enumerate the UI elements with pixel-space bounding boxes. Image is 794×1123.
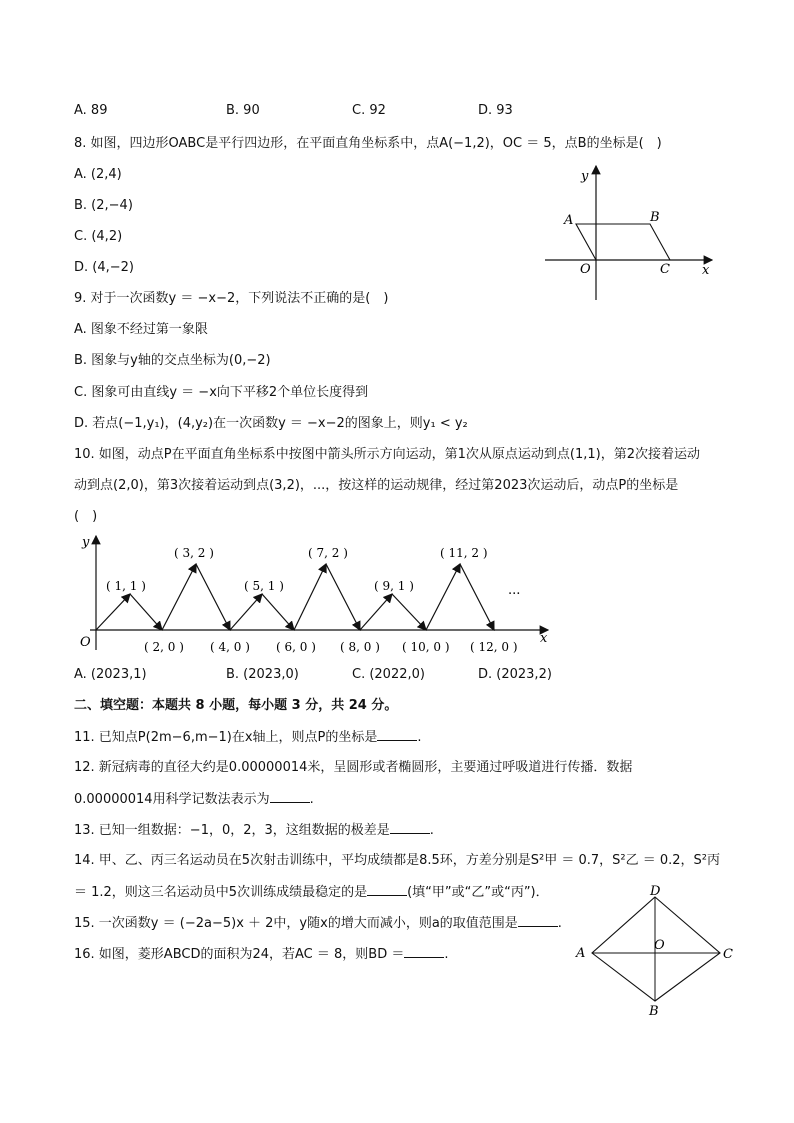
q10-zigzag-figure <box>70 530 560 660</box>
q8-label-y: y <box>581 169 589 184</box>
q10-bottom-label-5: ( 10, 0 ) <box>402 640 450 654</box>
q15-text: 15. 一次函数y ＝ (−2a−5)x ＋ 2中，y随x的增大而减小，则a的取值范围是 <box>74 916 518 931</box>
q8-label-a: A <box>564 213 574 228</box>
q15-end: . <box>557 916 562 931</box>
section-2-title: 二、填空题：本题共 8 小题，每小题 3 分，共 24 分。 <box>74 698 398 713</box>
q10-ellipsis: ... <box>508 583 521 598</box>
q7-option-c: C. 92 <box>352 103 386 118</box>
q10-move-arrow <box>392 594 426 630</box>
q10-top-label-5: ( 9, 1 ) <box>374 579 414 593</box>
q10-bottom-label-3: ( 6, 0 ) <box>276 640 316 654</box>
q16-label-b: B <box>649 1004 659 1019</box>
q16-label-d: D <box>650 885 661 899</box>
q15 <box>74 914 562 933</box>
q16 <box>74 945 449 964</box>
q10-option-c: C. (2022,0) <box>352 667 425 682</box>
q8-label-x: x <box>702 263 710 278</box>
q12-text: 0.00000014用科学记数法表示为 <box>74 792 270 807</box>
q10-label-origin: O <box>80 635 91 650</box>
q10-top-label-2: ( 3, 2 ) <box>174 546 214 560</box>
q10-move-arrow <box>294 564 326 630</box>
q8-stem: 8. 如图，四边形OABC是平行四边形，在平面直角坐标系中，点A(−1,2)，OC ＝ 5，点B的坐标是( ) <box>74 136 662 151</box>
q10-move-arrow <box>262 594 294 630</box>
q8-label-b: B <box>650 210 660 225</box>
q14-hint: (填“甲”或“乙”或“丙”)． <box>407 885 549 900</box>
q10-move-arrow <box>460 564 494 630</box>
q7-option-a: A. 89 <box>74 103 108 118</box>
q10-bottom-label-2: ( 4, 0 ) <box>210 640 250 654</box>
q10-move-arrow <box>326 564 360 630</box>
q10-move-arrow <box>162 564 196 630</box>
q10-move-arrow <box>360 594 392 630</box>
q9-option-b: B. 图象与y轴的交点坐标为(0,−2) <box>74 353 271 368</box>
q14-line1: 14. 甲、乙、丙三名运动员在5次射击训练中，平均成绩都是8.5环，方差分别是S²甲 ＝ 0.7，S²乙 ＝ 0.2，S²丙 <box>74 853 721 868</box>
q8-option-c: C. (4,2) <box>74 229 123 244</box>
q7-option-d: D. 93 <box>478 103 513 118</box>
q16-label-a: A <box>576 946 586 961</box>
q16-label-c: C <box>723 947 733 962</box>
q10-stem-line1: 10. 如图，动点P在平面直角坐标系中按图中箭头所示方向运动，第1次从原点运动到点(1,1)，第2次接着运动 <box>74 447 701 462</box>
q10-move-arrow <box>426 564 460 630</box>
q10-top-label-6: ( 11, 2 ) <box>440 546 488 560</box>
q10-top-label-4: ( 7, 2 ) <box>308 546 348 560</box>
q10-option-a: A. (2023,1) <box>74 667 147 682</box>
q14-answer-blank[interactable] <box>367 883 407 896</box>
q8-option-b: B. (2,−4) <box>74 198 133 213</box>
q9-option-c: C. 图象可由直线y ＝ −x向下平移2个单位长度得到 <box>74 385 369 400</box>
q8-parallelogram-oabc <box>576 224 670 260</box>
q9-option-a: A. 图象不经过第一象限 <box>74 322 208 337</box>
q9-stem: 9. 对于一次函数y ＝ −x−2，下列说法不正确的是( ) <box>74 291 389 306</box>
q16-text: 16. 如图，菱形ABCD的面积为24，若AC ＝ 8，则BD ＝ <box>74 947 405 962</box>
q10-move-arrow <box>230 594 262 630</box>
q8-parallelogram-figure <box>540 160 720 305</box>
q12-line2 <box>74 790 314 809</box>
q13-text: 13. 已知一组数据：−1，0，2，3，这组数据的极差是 <box>74 823 390 838</box>
q10-move-arrow <box>130 594 162 630</box>
q16-end: . <box>444 947 449 962</box>
q10-stem-line2: 动到点(2,0)，第3次接着运动到点(3,2)，...，按这样的运动规律，经过第2023次运动后，动点P的坐标是 <box>74 478 679 493</box>
q7-option-b: B. 90 <box>226 103 260 118</box>
q14-text: ＝ 1.2，则这三名运动员中5次训练成绩最稳定的是 <box>74 885 368 900</box>
q13 <box>74 821 434 840</box>
q16-label-o: O <box>654 938 665 953</box>
q10-option-b: B. (2023,0) <box>226 667 299 682</box>
q16-rhombus-figure <box>570 885 740 1020</box>
q11 <box>74 728 422 747</box>
q12-line1: 12. 新冠病毒的直径大约是0.00000014米，呈圆形或者椭圆形，主要通过呼吸道进行传播．数据 <box>74 760 633 775</box>
q10-label-y: y <box>82 535 90 550</box>
q8-label-o: O <box>580 262 591 277</box>
q12-answer-blank[interactable] <box>270 790 310 803</box>
q11-end: . <box>417 730 422 745</box>
q14-line2 <box>74 883 549 902</box>
q8-label-c: C <box>660 262 670 277</box>
q12-end: . <box>309 792 314 807</box>
q10-bottom-label-1: ( 2, 0 ) <box>144 640 184 654</box>
q10-bottom-label-6: ( 12, 0 ) <box>470 640 518 654</box>
q13-answer-blank[interactable] <box>390 821 430 834</box>
q16-answer-blank[interactable] <box>404 945 444 958</box>
q10-move-arrow <box>196 564 230 630</box>
q15-answer-blank[interactable] <box>518 914 558 927</box>
q10-top-label-1: ( 1, 1 ) <box>106 579 146 593</box>
q11-text: 11. 已知点P(2m−6,m−1)在x轴上，则点P的坐标是 <box>74 730 378 745</box>
q11-answer-blank[interactable] <box>377 728 417 741</box>
q13-end: . <box>429 823 434 838</box>
q8-option-a: A. (2,4) <box>74 167 122 182</box>
q10-stem-line3: ( ) <box>74 509 98 524</box>
q9-option-d: D. 若点(−1,y₁)，(4,y₂)在一次函数y ＝ −x−2的图象上，则y₁ < y₂ <box>74 416 468 431</box>
q8-option-d: D. (4,−2) <box>74 260 134 275</box>
q10-move-arrow <box>96 594 130 630</box>
q10-option-d: D. (2023,2) <box>478 667 552 682</box>
q10-bottom-label-4: ( 8, 0 ) <box>340 640 380 654</box>
q10-top-label-3: ( 5, 1 ) <box>244 579 284 593</box>
q10-label-x: x <box>540 631 548 646</box>
